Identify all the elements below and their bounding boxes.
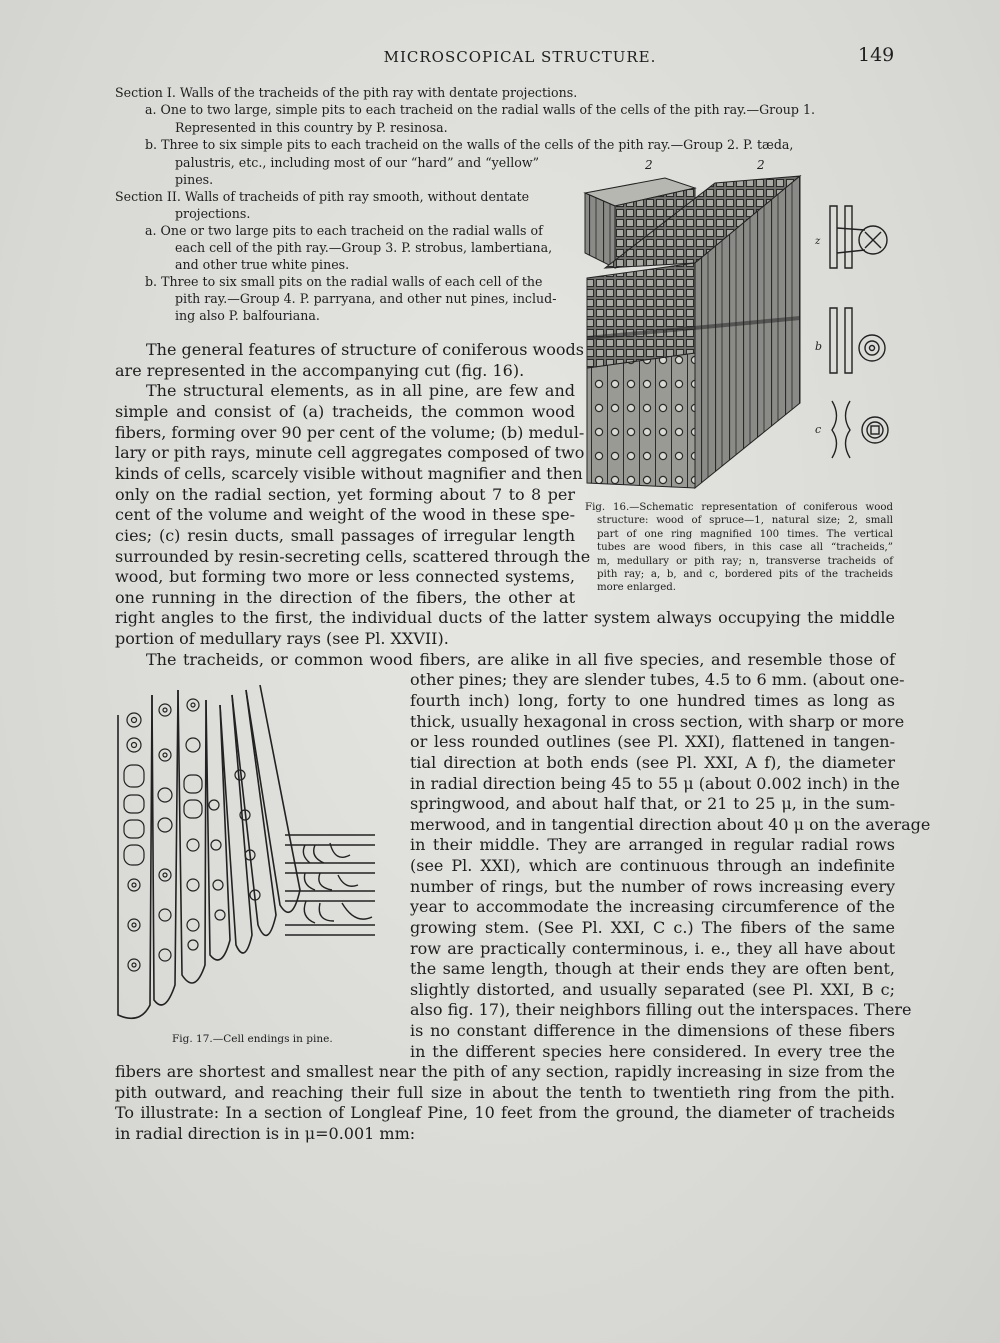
caption-line: m, medullary or pith ray; n, transverse tracheids of (597, 555, 893, 567)
class-line: and other true white pines. (175, 257, 350, 272)
body-line: tial direction at both ends (see Pl. XXI, A f), the diameter (410, 753, 895, 772)
class-line: Represented in this country by P. resinosa. (175, 120, 448, 135)
body-line: simple and consist of (a) tracheids, the common wood (115, 402, 575, 421)
class-line: b. Three to six small pits on the radial walls of each cell of the (145, 274, 543, 289)
fig16-label-2a: 2 (645, 158, 653, 172)
body-line: also fig. 17), their neighbors filling out the interspaces. There (410, 1000, 912, 1019)
body-line: is no constant difference in the dimensions of these fibers (410, 1021, 895, 1040)
body-line: row are practically conterminous, i. e., they all have about (410, 939, 895, 958)
body-line: or less rounded outlines (see Pl. XXI), flattened in tangen- (410, 732, 895, 751)
body-line: growing stem. (See Pl. XXI, C c.) The fibers of the same (410, 918, 895, 937)
fig16-label-c: c (815, 423, 822, 436)
class-line: each cell of the pith ray.—Group 3. P. strobus, lambertiana, (175, 240, 553, 255)
caption-line: tubes are wood fibers, in this case all “tracheids,” (597, 542, 893, 554)
caption-line: more enlarged. (597, 582, 677, 594)
running-title: MICROSCOPICAL STRUCTURE. (383, 48, 657, 66)
figure-17-cell-endings (110, 685, 390, 1030)
body-line: fibers are shortest and smallest near the pith of any section, rapidly increasing in size from the (115, 1062, 895, 1081)
class-line: projections. (175, 206, 251, 221)
body-line: year to accommodate the increasing circumference of the (410, 897, 895, 916)
body-line: portion of medullary rays (see Pl. XXVII). (115, 629, 449, 648)
body-line: merwood, and in tangential direction about 40 μ on the average (410, 815, 931, 834)
body-line: The tracheids, or common wood fibers, are alike in all five species, and resemble those of (146, 650, 895, 669)
body-line: one running in the direction of the fibers, the other at (115, 588, 575, 607)
caption-line: structure: wood of spruce—1, natural size; 2, small (597, 515, 893, 527)
figure-16-caption (585, 501, 893, 595)
body-line: in radial direction is in μ=0.001 mm: (115, 1124, 416, 1143)
class-line: Section II. Walls of tracheids of pith ray smooth, without dentate (115, 189, 530, 204)
class-line: ing also P. balfouriana. (175, 308, 320, 323)
class-line: a. One to two large, simple pits to each tracheid on the radial walls of the cells of the pith ray.—Group 1. (145, 102, 815, 117)
body-line: slightly distorted, and usually separated (see Pl. XXI, B c; (410, 980, 895, 999)
body-line: cies; (c) resin ducts, small passages of irregular length (115, 526, 575, 545)
body-line: springwood, and about half that, or 21 to 25 μ, in the sum- (410, 794, 895, 813)
caption-line: part of one ring magnified 100 times. The vertical (597, 528, 893, 540)
caption-line: pith ray; a, b, and c, bordered pits of the tracheids (597, 569, 893, 581)
body-line: cent of the volume and weight of the wood in these spe- (115, 505, 575, 524)
fig16-label-2b: 2 (757, 158, 765, 172)
body-line: surrounded by resin-secreting cells, scattered through the (115, 547, 591, 566)
body-line: The structural elements, as in all pine, are few and (146, 381, 575, 400)
body-line: The general features of structure of coniferous woods (146, 340, 584, 359)
fig16-label-z: z (815, 236, 821, 247)
body-line: wood, but forming two more or less connected systems, (115, 567, 575, 586)
body-line: pith outward, and reaching their full size in about the tenth to twentieth ring from the pith. (115, 1083, 895, 1102)
body-line: in radial direction being 45 to 55 μ (about 0.002 inch) in the (410, 774, 900, 793)
body-line: in the different species here considered. In every tree the (410, 1042, 895, 1061)
body-line: are represented in the accompanying cut (fig. 16). (115, 361, 525, 380)
body-line: fibers, forming over 90 per cent of the volume; (b) medul- (115, 423, 585, 442)
class-line: pines. (175, 172, 214, 187)
body-line: To illustrate: In a section of Longleaf Pine, 10 feet from the ground, the diameter of tracheids (115, 1103, 895, 1122)
body-line: other pines; they are slender tubes, 4.5 to 6 mm. (about one- (410, 670, 905, 689)
class-line: b. Three to six simple pits to each tracheid on the walls of the cells of the pith ray.—Group 2. P. tæda, (145, 137, 794, 152)
body-line: kinds of cells, scarcely visible without magnifier and then (115, 464, 583, 483)
body-line: thick, usually hexagonal in cross section, with sharp or more (410, 712, 905, 731)
body-line: in their middle. They are arranged in regular radial rows (410, 835, 895, 854)
body-line: (see Pl. XXI), which are continuous through an indefinite (410, 856, 895, 875)
caption-line: Fig. 16.—Schematic representation of coniferous wood (585, 502, 893, 513)
class-line: pith ray.—Group 4. P. parryana, and other nut pines, includ- (175, 291, 557, 306)
page-number: 149 (858, 44, 895, 66)
body-line: fourth inch) long, forty to one hundred times as long as (410, 691, 895, 710)
fig16-label-b: b (815, 340, 823, 353)
body-line: the same length, though at their ends they are often bent, (410, 959, 895, 978)
figure-16-wood-structure (575, 158, 915, 498)
body-line: lary or pith rays, minute cell aggregates composed of two (115, 443, 585, 462)
body-line: only on the radial section, yet forming about 7 to 8 per (115, 485, 575, 504)
class-line: a. One or two large pits to each tracheid on the radial walls of (145, 223, 543, 238)
body-line: right angles to the first, the individual ducts of the latter system always occupying the middle (115, 608, 895, 627)
class-line: Section I. Walls of the tracheids of the pith ray with dentate projections. (115, 85, 578, 100)
class-line: palustris, etc., including most of our “hard” and “yellow” (175, 155, 540, 170)
figure-17-caption: Fig. 17.—Cell endings in pine. (172, 1033, 333, 1045)
body-line: number of rings, but the number of rows increasing every (410, 877, 895, 896)
